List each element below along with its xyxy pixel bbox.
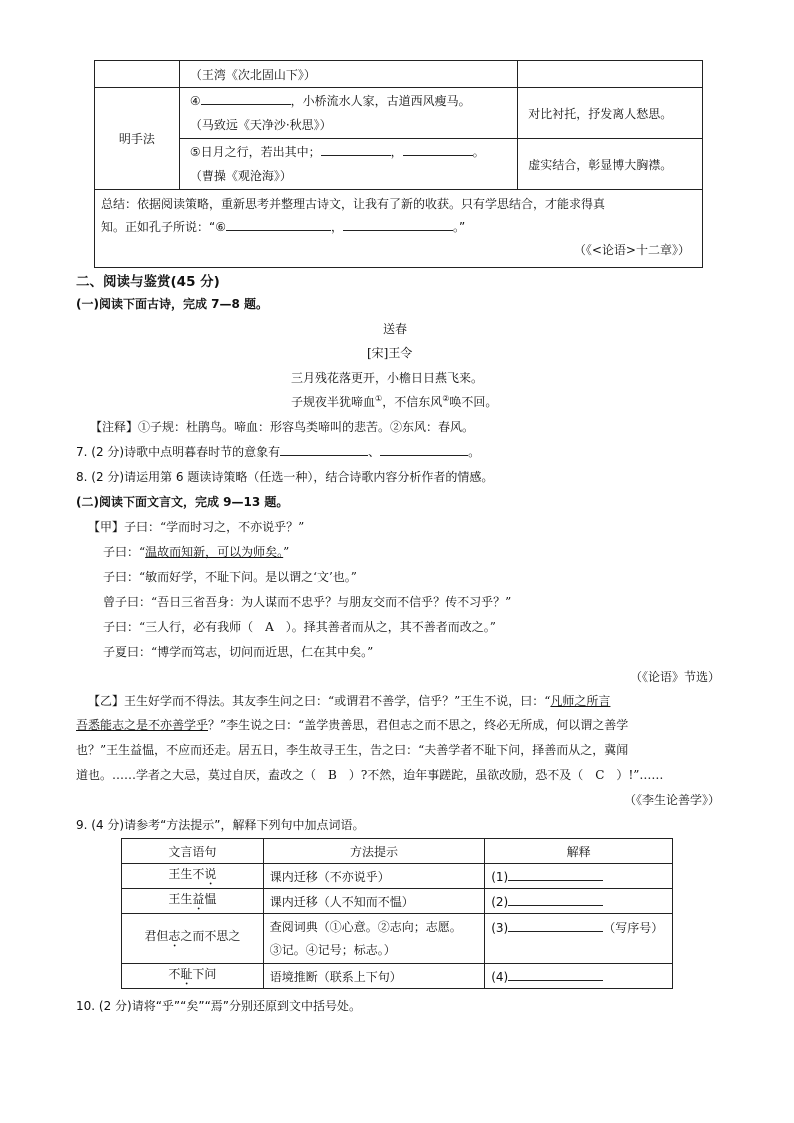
answer-cell bbox=[485, 964, 673, 989]
yi-line bbox=[88, 692, 610, 709]
answer-blank[interactable] bbox=[321, 143, 391, 156]
hint-cell bbox=[263, 889, 485, 914]
poem-text: 子规夜半犹啼血 bbox=[291, 395, 376, 409]
text: 子曰：“ bbox=[103, 545, 146, 559]
header-label: 方法提示 bbox=[349, 844, 398, 859]
text: ” bbox=[283, 545, 290, 559]
poem-line bbox=[291, 393, 497, 410]
answer-number: (2) bbox=[491, 895, 509, 909]
question-text: 7. (2 分)诗歌中点明暮春时节的意象有 bbox=[76, 445, 281, 459]
jia-line: 子曰：“三人行，必有我师（ A ）。择其善者而从之，其不善者而改之。” bbox=[103, 620, 496, 634]
table-cell bbox=[518, 139, 703, 190]
answer-blank[interactable] bbox=[280, 443, 368, 456]
text: 【乙】王生好学而不得法。其友李生问之曰：“或谓君不善学，信乎？”王生不说，曰：“ bbox=[88, 694, 551, 708]
answer-number: (1) bbox=[491, 870, 509, 884]
dotted-word: 说 bbox=[204, 866, 217, 881]
table-cell bbox=[179, 61, 517, 88]
underlined-text: 吾悉能志之是不亦善学乎 bbox=[76, 718, 209, 732]
header-label: 文言语句 bbox=[168, 844, 217, 859]
underlined-text: 温故而知新，可以为师矣。 bbox=[145, 545, 284, 559]
q9-table bbox=[121, 838, 673, 989]
header-label: 解释 bbox=[566, 844, 591, 859]
answer-blank[interactable] bbox=[508, 919, 603, 932]
table-cell bbox=[179, 88, 517, 139]
text: 下问 bbox=[192, 966, 217, 981]
item-effect: 虚实结合，彰显博大胸襟。 bbox=[528, 157, 673, 172]
poem-title: 送春 bbox=[383, 322, 408, 336]
answer-number: (4) bbox=[491, 970, 509, 984]
yi-line bbox=[76, 716, 628, 733]
text: 王生不 bbox=[168, 866, 205, 881]
item-effect: 对比衬托，抒发离人愁思。 bbox=[528, 106, 673, 121]
text: 王生 bbox=[168, 891, 193, 906]
summary-text: 总结：依据阅读策略，重新思考并整理古诗文，让我有了新的收获。只有学思结合，才能求得真 bbox=[101, 197, 606, 211]
punct: 。 bbox=[468, 445, 481, 459]
hint-text: 课内迁移（人不知而不愠） bbox=[269, 894, 414, 909]
answer-blank[interactable] bbox=[403, 143, 473, 156]
summary-source: （《<论语>十二章》） bbox=[573, 243, 690, 257]
jia-line: 曾子曰：“吾日三省吾身：为人谋而不忠乎？与朋友交而不信乎？传不习乎？” bbox=[103, 595, 512, 609]
jia-line bbox=[103, 543, 289, 560]
yi-line: 也？”王生益愠，不应而还走。居五日，李生故寻王生，告之曰：“夫善学者不耻下问，择善而从之，冀闻 bbox=[76, 743, 629, 757]
item-number: ④ bbox=[189, 94, 201, 108]
poem-line: 三月残花落更开，小檐日日燕飞来。 bbox=[291, 371, 484, 385]
header-cell bbox=[263, 839, 485, 864]
section-heading: 二、阅读与鉴赏(45 分) bbox=[76, 274, 220, 290]
table-cell bbox=[518, 61, 703, 88]
question-9: 9. (4 分)请参考“方法提示”，解释下列句中加点词语。 bbox=[76, 818, 365, 832]
hint-cell bbox=[263, 864, 485, 889]
poem-text: ，不信东风 bbox=[382, 395, 443, 409]
answer-cell bbox=[485, 864, 673, 889]
jia-line: 子曰：“敏而好学，不耻下问。是以谓之‘文’也。” bbox=[103, 570, 357, 584]
punct: ， bbox=[330, 220, 343, 234]
item-source: （马致远《天净沙·秋思》） bbox=[189, 118, 332, 132]
item-text: ⑤日月之行，若出其中； bbox=[189, 145, 321, 159]
jia-line: 【甲】子曰：“学而时习之，不亦说乎？” bbox=[88, 520, 305, 534]
text: 愠 bbox=[204, 891, 217, 906]
poem-text: 唤不回。 bbox=[449, 395, 498, 409]
answer-blank[interactable] bbox=[508, 968, 603, 981]
note-mark: ① bbox=[375, 394, 383, 403]
table-cell bbox=[95, 61, 180, 88]
hint-text: 课内迁移（不亦说乎） bbox=[269, 869, 390, 884]
answer-blank[interactable] bbox=[201, 92, 291, 105]
text: 之而不思之 bbox=[180, 929, 241, 943]
answer-note: （写序号） bbox=[603, 921, 664, 935]
item-source: （曹操《观沧海》） bbox=[189, 169, 292, 183]
text: ？”李生说之曰：“盖学贵善思，君但志之而不思之，终必无所成，何以谓之善学 bbox=[208, 718, 629, 732]
punct: 。 bbox=[472, 145, 485, 159]
question-8: 8. (2 分)请运用第 6 题读诗策略（任选一种），结合诗歌内容分析作者的情感。 bbox=[76, 470, 494, 484]
answer-blank[interactable] bbox=[343, 218, 453, 231]
summary-cell bbox=[95, 190, 703, 268]
hint-cell bbox=[263, 914, 485, 964]
table-cell bbox=[179, 139, 517, 190]
header-cell bbox=[122, 839, 264, 864]
punct: 、 bbox=[368, 445, 381, 459]
answer-blank[interactable] bbox=[380, 443, 468, 456]
note-mark: ② bbox=[442, 394, 450, 403]
punct: ， bbox=[390, 145, 403, 159]
dotted-word: 益 bbox=[192, 891, 205, 906]
sentence-cell bbox=[122, 914, 264, 964]
poem-note: 【注释】①子规：杜鹃鸟。啼血：形容鸟类啼叫的悲苦。②东风：春风。 bbox=[90, 420, 475, 434]
answer-blank[interactable] bbox=[508, 893, 603, 906]
underlined-text: 凡师之所言 bbox=[550, 694, 611, 708]
jia-line: 子夏曰：“博学而笃志，切问而近思，仁在其中矣。” bbox=[103, 645, 374, 659]
subsection-heading: (一)阅读下面古诗，完成 7—8 题。 bbox=[76, 297, 269, 311]
yi-line: 道也。……学者之大忌，莫过自厌，盍改之（ B ）?不然，迨年事蹉跎，虽欲改励，恐不及（ C ）!”…… bbox=[76, 768, 664, 782]
hint-text: 语境推断（联系上下句） bbox=[269, 969, 402, 984]
answer-blank[interactable] bbox=[226, 218, 331, 231]
jia-source: （《论语》节选） bbox=[629, 670, 720, 684]
answer-cell bbox=[485, 914, 673, 964]
hint-cell bbox=[263, 964, 485, 989]
strategy-table bbox=[94, 60, 703, 268]
dotted-word: 耻 bbox=[180, 966, 193, 981]
subsection-heading: (二)阅读下面文言文，完成 9—13 题。 bbox=[76, 495, 289, 509]
answer-cell bbox=[485, 889, 673, 914]
table-cell bbox=[518, 88, 703, 139]
item-text: ，小桥流水人家，古道西风瘦马。 bbox=[290, 94, 471, 108]
sentence-cell bbox=[122, 889, 264, 914]
text: 不 bbox=[168, 966, 181, 981]
answer-number: (3) bbox=[491, 921, 509, 935]
group-label: 明手法 bbox=[118, 132, 155, 146]
question-7 bbox=[76, 443, 480, 460]
header-cell bbox=[485, 839, 673, 864]
hint-text: 查阅词典（①心意。②志向；志愿。 bbox=[269, 919, 462, 934]
sentence-cell bbox=[122, 864, 264, 889]
answer-blank[interactable] bbox=[508, 868, 603, 881]
yi-source: （《李生论善学》） bbox=[623, 793, 720, 807]
punct: 。” bbox=[453, 220, 466, 234]
dotted-word: 志 bbox=[168, 929, 181, 943]
summary-text: 知。正如孔子所说：“⑥ bbox=[101, 220, 226, 234]
hint-text: ③记。④记号；标志。） bbox=[269, 942, 396, 957]
question-10: 10. (2 分)请将“乎”“矣”“焉”分别还原到文中括号处。 bbox=[76, 999, 362, 1013]
text: 君但 bbox=[144, 929, 169, 943]
source-wangwan: （王湾《次北固山下》） bbox=[189, 67, 316, 82]
group-label-cell bbox=[95, 88, 180, 190]
poem-author: [宋]王令 bbox=[367, 346, 413, 360]
sentence-cell bbox=[122, 964, 264, 989]
